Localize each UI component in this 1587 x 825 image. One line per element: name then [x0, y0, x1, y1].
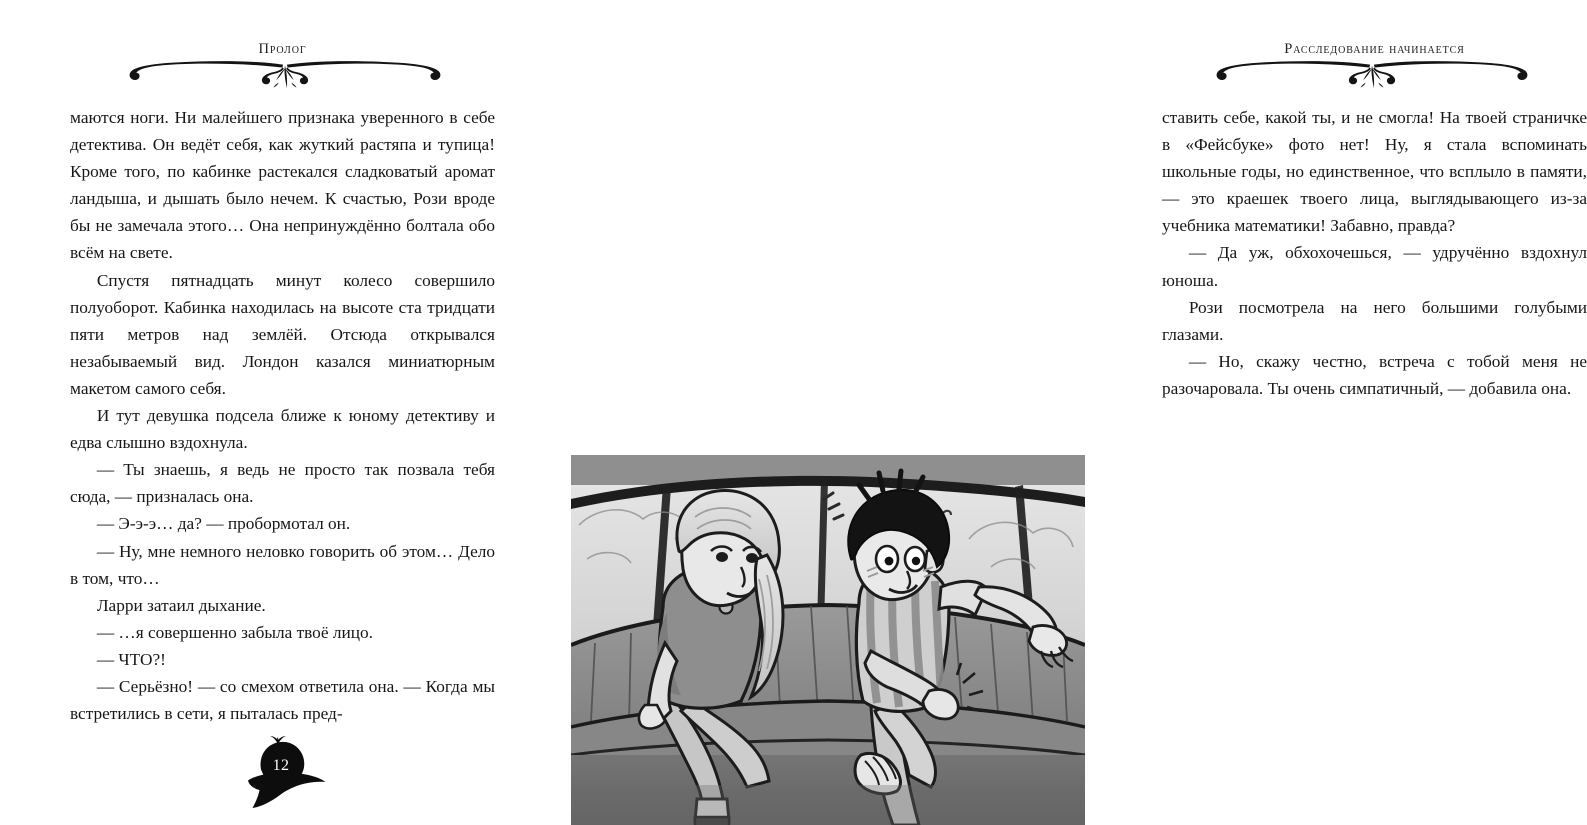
detective-hat-silhouette	[248, 736, 326, 808]
flourish-divider-icon	[1205, 58, 1539, 92]
paragraph: Спустя пятнадцать минут колесо совершило полуоборот. Кабинка находилась на высоте ста тридцати пяти метров над землёй. Отсюда открывался незабываемый вид. Лондон казался миниатюрным макетом самого себя.	[70, 270, 495, 398]
page-number: 12	[272, 757, 290, 774]
paragraph: — Серьёзно! — со смехом ответила она. — Когда мы встретились в сети, я пыталась пред-	[70, 676, 495, 724]
page-number-badge	[228, 735, 348, 813]
paragraph: И тут девушка подсела ближе к юному детективу и едва слышно вздохнула.	[70, 406, 495, 453]
paragraph: — Да уж, обхохочешься, — удручённо вздохнул юноша.	[1162, 243, 1587, 290]
paragraph: — Ну, мне немного неловко говорить об этом… Дело в том, что…	[70, 541, 495, 588]
paragraph: Рози посмотрела на него большими голубыми глазами.	[1162, 297, 1587, 344]
paragraph: — …я совершенно забыла твоё лицо.	[96, 622, 373, 642]
paragraph: — Ты знаешь, я ведь не просто так позвала тебя сюда, — призналась она.	[70, 460, 495, 507]
right-page-running-head: Расследование начинается	[1284, 41, 1465, 57]
paragraph: Ларри затаил дыхание.	[96, 595, 266, 615]
right-page-text-column	[1162, 104, 1587, 402]
paragraph: — ЧТО?!	[96, 649, 166, 669]
paragraph: ставить себе, какой ты, и не смогла! На твоей страничке в «Фейсбуке» фото нет! Ну, я стала вспоминать школьные годы, но единственное, что всплыло в памяти, — это краешек твоего лица, выглядывающего из-за учебника математики! Забавно, правда?	[1162, 108, 1587, 236]
paragraph: — Э-э-э… да? — пробормотал он.	[96, 514, 351, 534]
ferris-wheel-capsule-illustration	[571, 455, 1085, 825]
paragraph: маются ноги. Ни малейшего признака уверенного в себе детектива. Он ведёт себя, как жуткий растяпа и тупица! Кроме того, по кабинке растекался сладковатый аромат ландыша, и дышать было нечем. К счастью, Рози вроде бы не замечала этого… Она непринуждённо болтала обо всём на свете.	[70, 108, 495, 263]
flourish-divider-icon	[118, 58, 452, 92]
left-page-running-head: Пролог	[258, 41, 307, 57]
paragraph: — Но, скажу честно, встреча с тобой меня не разочаровала. Ты очень симпатичный, — добавила она.	[1162, 351, 1587, 398]
left-page-text-column	[70, 104, 495, 727]
left-page	[0, 0, 550, 825]
